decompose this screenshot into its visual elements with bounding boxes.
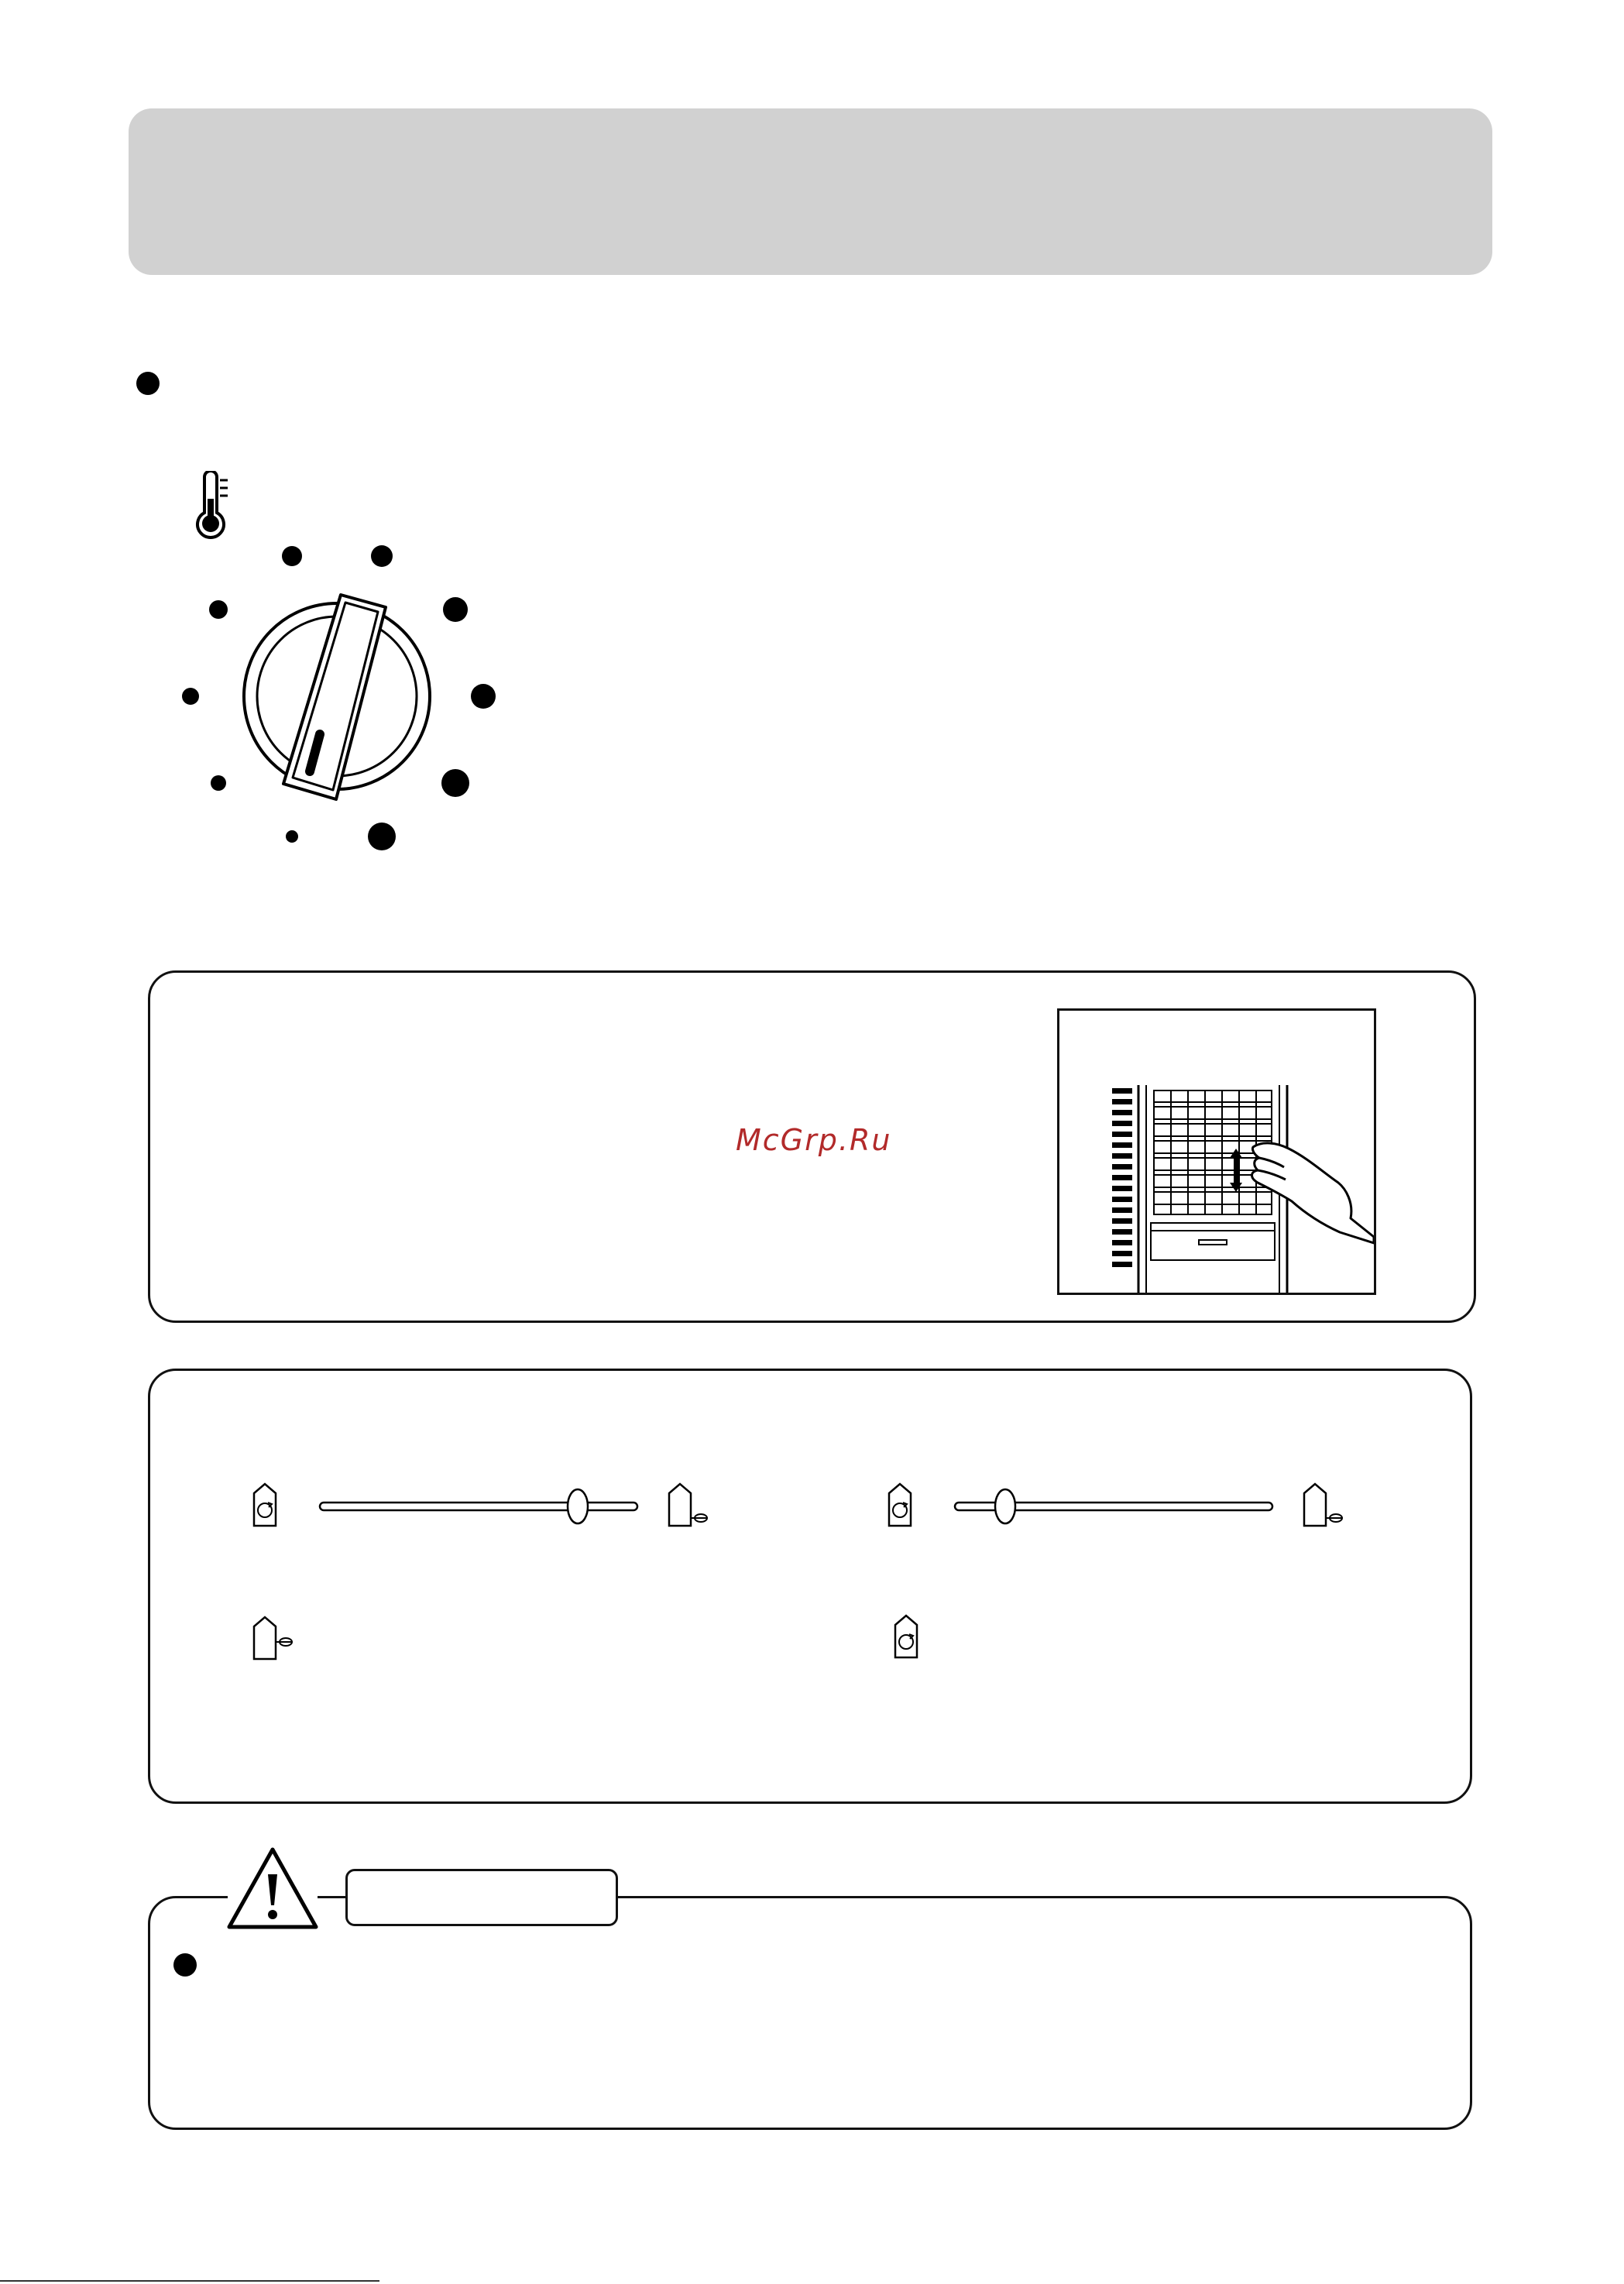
damper-closed-icon xyxy=(248,1613,302,1664)
watermark: McGrp.Ru xyxy=(736,1123,892,1157)
warning-panel xyxy=(148,1896,1472,2130)
dial-knob[interactable] xyxy=(244,595,430,799)
damper-closed-icon xyxy=(669,1484,707,1526)
damper-open-icon xyxy=(889,1611,928,1662)
left-slider-row[interactable] xyxy=(248,1479,728,1534)
dial-dot-10 xyxy=(368,823,396,850)
page-baseline xyxy=(0,2280,379,2282)
left-slider-track[interactable] xyxy=(320,1503,637,1510)
drawer xyxy=(1151,1223,1275,1260)
damper-closed-icon xyxy=(1304,1484,1342,1526)
header-bar xyxy=(129,108,1492,275)
dial-dot-6 xyxy=(371,545,393,567)
dial-dot-7 xyxy=(443,597,468,622)
right-slider-row[interactable] xyxy=(883,1479,1363,1534)
hand-icon xyxy=(1252,1143,1375,1243)
dial-dot-5 xyxy=(282,546,302,566)
damper-open-icon xyxy=(889,1484,911,1526)
dial-dot-4 xyxy=(209,600,228,619)
temperature-dial[interactable] xyxy=(170,534,511,860)
section-bullet xyxy=(136,372,160,395)
dial-dot-9 xyxy=(441,769,469,797)
warning-bullet xyxy=(173,1953,197,1977)
dial-dot-2 xyxy=(211,775,226,791)
dial-dot-3 xyxy=(182,688,199,705)
dial-dot-8 xyxy=(471,684,496,709)
damper-panel xyxy=(148,1369,1472,1804)
damper-open-icon xyxy=(254,1484,276,1526)
right-slider-thumb[interactable] xyxy=(995,1489,1015,1523)
warning-label-box xyxy=(345,1869,618,1926)
thermometer-icon xyxy=(194,471,232,539)
warning-triangle-icon xyxy=(223,1843,322,1932)
shelf-adjustment-illustration xyxy=(1057,1008,1376,1295)
left-slider-thumb[interactable] xyxy=(568,1489,588,1523)
dial-dot-1 xyxy=(286,830,298,843)
door-seal xyxy=(1112,1088,1132,1267)
